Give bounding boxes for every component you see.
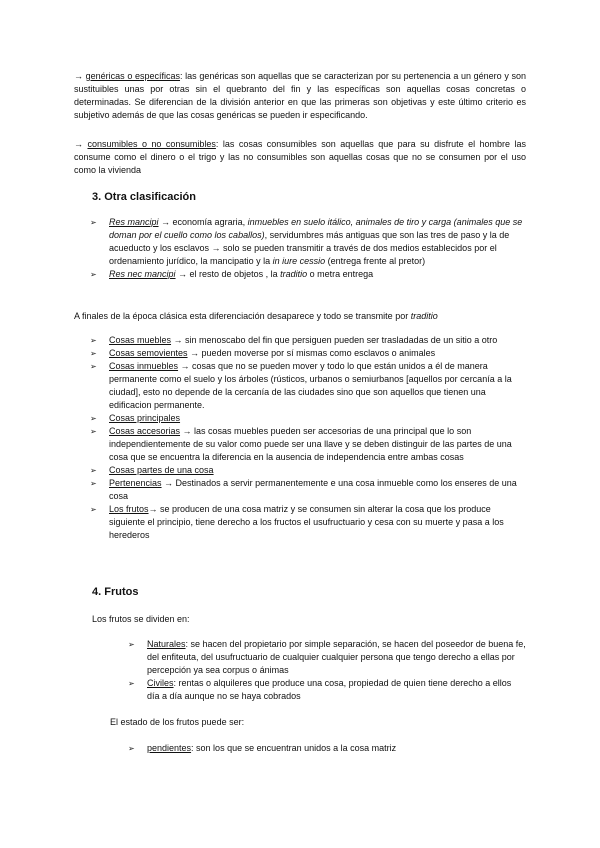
list-item bbox=[90, 464, 526, 477]
item-term: Los frutos bbox=[109, 504, 149, 514]
list-item bbox=[90, 477, 526, 503]
item-text: : rentas o alquileres que produce una cosa, propiedad de quien tiene derecho a ellos día a día aunque no se haya cobrados bbox=[147, 678, 512, 701]
list-item bbox=[90, 412, 526, 425]
item-term: Naturales bbox=[147, 639, 186, 649]
arrow-bullet-icon: ➢ bbox=[90, 218, 97, 227]
list-item bbox=[90, 347, 526, 360]
item-term: Pertenencias bbox=[109, 478, 162, 488]
arrow-bullet-icon: ➢ bbox=[90, 336, 97, 345]
list-item bbox=[90, 425, 526, 464]
item-text: → pueden moverse por sí mismas como esclavos o animales bbox=[187, 348, 436, 358]
term-consumibles: consumibles o no consumibles bbox=[87, 139, 216, 149]
list-item bbox=[90, 503, 526, 542]
arrow-bullet-icon: ➢ bbox=[90, 414, 97, 423]
item-term: Cosas muebles bbox=[109, 335, 172, 345]
list-item bbox=[90, 360, 526, 412]
section-heading-4: 4. Frutos bbox=[92, 586, 139, 598]
arrow-bullet-icon: ➢ bbox=[90, 270, 97, 279]
term-res-nec-mancipi: Res nec mancipi bbox=[109, 269, 176, 279]
item-text: → las cosas muebles pueden ser accesorias de una principal que lo son independientemente de su valor como puede ser una llave y se deben distinguir de las partes de una cosa que se encuentra la diferencia en la ausencia de independencia entre ambas cosas bbox=[109, 426, 512, 462]
paragraph-consumibles bbox=[74, 138, 526, 177]
arrow-bullet-icon: ➢ bbox=[90, 349, 97, 358]
item-text: o metra entrega bbox=[307, 269, 374, 279]
paragraph-text: : las genéricas son aquellas que se caracterizan por su pertenencia a un género y son sustituibles unas por otras sin el quebranto del fin y las específicas son aquellas cosas concretas o determinadas. Se diferencian de la división anterior en que las primeras son objetivas y este último criterio es subjetivo además de que las cosas genéricas se pueden ir especificando. bbox=[74, 71, 526, 120]
arrow-symbol: → bbox=[74, 139, 83, 149]
item-term: Civiles bbox=[147, 678, 174, 688]
item-text: → Destinados a servir permanentemente e una cosa inmueble como los enseres de una cosa bbox=[109, 478, 517, 501]
item-text: (entrega frente al pretor) bbox=[325, 256, 426, 266]
term-genericas: genéricas o específicas bbox=[85, 71, 181, 81]
arrow-bullet-icon: ➢ bbox=[128, 679, 135, 688]
item-text: : se hacen del propietario por simple separación, se hacen del poseedor de buena fe, del enfiteuta, del usufructuario de cualquier cualquier persona que tengo derecho a ellas por percepción ya sea corpus o ánimas bbox=[147, 639, 526, 675]
paragraph-text: A finales de la época clásica esta diferenciación desaparece y todo se transmite por bbox=[74, 311, 411, 321]
cosas-list bbox=[90, 334, 526, 542]
item-text: , servidumbres más antiguas que son las tres de paso y la de acueducto y los esclavos → solo se pueden transmitir a través de dos medios establecidos por el ordenamiento jurídico, la mancipatio y la bbox=[109, 230, 510, 266]
list-item bbox=[90, 268, 526, 281]
item-italic: traditio bbox=[280, 269, 308, 279]
frutos-states-list bbox=[128, 742, 526, 755]
list-item bbox=[90, 334, 526, 347]
item-term: Cosas inmuebles bbox=[109, 361, 179, 371]
paragraph-finales bbox=[74, 310, 526, 323]
list-item bbox=[128, 677, 526, 703]
item-term: Cosas semovientes bbox=[109, 348, 188, 358]
arrow-bullet-icon: ➢ bbox=[128, 744, 135, 753]
section-heading-3: 3. Otra clasificación bbox=[92, 191, 196, 203]
item-text: → el resto de objetos , la bbox=[175, 269, 281, 279]
estado-intro: El estado de los frutos puede ser: bbox=[110, 717, 245, 727]
item-text: → se producen de una cosa matriz y se consumen sin alterar la cosa que los produce siguiente el principio, tiene derecho a los fructos el usufructuario y cesa con su muerte y pasa a los herederos bbox=[109, 504, 504, 540]
arrow-symbol: → bbox=[74, 71, 83, 81]
paragraph-genericas bbox=[74, 70, 526, 122]
item-term: Cosas accesorias bbox=[109, 426, 181, 436]
frutos-intro: Los frutos se dividen en: bbox=[92, 614, 190, 624]
item-text: → economía agraria, bbox=[158, 217, 248, 227]
item-term: Cosas principales bbox=[109, 413, 181, 423]
list-item bbox=[90, 216, 526, 268]
item-text: → sin menoscabo del fin que persiguen pueden ser trasladadas de un sitio a otro bbox=[171, 335, 498, 345]
item-term: pendientes bbox=[147, 743, 192, 753]
item-italic: inmuebles en suelo itálico, animales de tiro y carga (animales que se doman por el cuello como los caballos) bbox=[109, 217, 523, 240]
arrow-bullet-icon: ➢ bbox=[90, 362, 97, 371]
item-text: : son los que se encuentran unidos a la cosa matriz bbox=[191, 743, 397, 753]
res-list bbox=[90, 216, 526, 281]
arrow-bullet-icon: ➢ bbox=[90, 505, 97, 514]
paragraph-italic: traditio bbox=[410, 311, 438, 321]
item-italic: in iure cessio bbox=[272, 256, 326, 266]
term-res-mancipi: Res mancipi bbox=[109, 217, 159, 227]
item-text: → cosas que no se pueden mover y todo lo que están unidos a él de manera permanente como el suelo y los árboles (rústicos, urbanos o semiurbanos [aquellos por cercanía a la ciudad], esto no depende de la cercanía de las ciudades sino que son aquellos que tienen una edificacion permanente. bbox=[109, 361, 512, 410]
list-item bbox=[128, 638, 526, 677]
arrow-bullet-icon: ➢ bbox=[90, 479, 97, 488]
frutos-types-list bbox=[128, 638, 526, 703]
arrow-bullet-icon: ➢ bbox=[128, 640, 135, 649]
arrow-bullet-icon: ➢ bbox=[90, 466, 97, 475]
arrow-bullet-icon: ➢ bbox=[90, 427, 97, 436]
list-item bbox=[128, 742, 526, 755]
paragraph-text: : las cosas consumibles son aquellas que para su disfrute el hombre las consume como el dinero o el trigo y las no consumibles son aquellas cosas que no se consumen por el uso como la vivienda bbox=[74, 139, 526, 175]
item-term: Cosas partes de una cosa bbox=[109, 465, 214, 475]
